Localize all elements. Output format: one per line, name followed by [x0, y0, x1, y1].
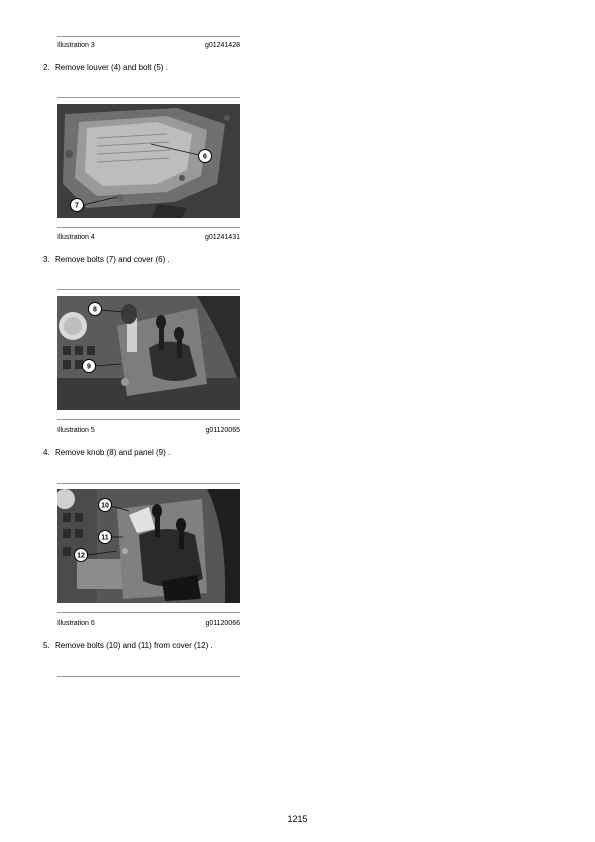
callout-10: 10 — [101, 502, 109, 510]
figure-rule-top-6 — [57, 483, 240, 484]
figure-caption-4 — [57, 234, 240, 241]
figure-caption-5 — [57, 427, 240, 434]
figure-label: Illustration 4 — [57, 234, 95, 241]
figure-rule-top-4 — [57, 97, 240, 98]
figure-caption-6 — [57, 620, 240, 627]
figure-rule-bottom-5 — [57, 419, 240, 420]
figure-code: g01120066 — [205, 620, 240, 627]
figure-rule-bottom-6 — [57, 612, 240, 613]
figure-label: Illustration 6 — [57, 620, 95, 627]
step-3 — [43, 255, 170, 264]
figure-code: g01241431 — [204, 234, 240, 241]
step-number: 2. — [43, 63, 50, 72]
figure-rule-top-5 — [57, 289, 240, 290]
figure-label: Illustration 3 — [57, 42, 95, 49]
callout-6: 6 — [203, 153, 207, 161]
step-text: Remove louver (4) and bolt (5) . — [55, 63, 168, 72]
figure-rule-top-7 — [57, 676, 240, 677]
figure-photo-4 — [57, 104, 240, 218]
step-4 — [43, 448, 170, 457]
figure-code: g01241428 — [204, 42, 240, 49]
step-5 — [43, 641, 213, 650]
figure-code: g01120065 — [205, 427, 240, 434]
callout-9: 9 — [87, 363, 91, 371]
callout-11: 11 — [101, 534, 109, 542]
figure-photo-5 — [57, 296, 240, 410]
figure-photo-6 — [57, 489, 240, 603]
step-number: 3. — [43, 255, 50, 264]
step-number: 5. — [43, 641, 50, 650]
page-number: 1215 — [287, 814, 308, 824]
figure-label: Illustration 5 — [57, 427, 95, 434]
step-text: Remove bolts (10) and (11) from cover (12) . — [55, 641, 213, 650]
callout-8: 8 — [93, 306, 97, 314]
step-text: Remove knob (8) and panel (9) . — [55, 448, 171, 457]
figure-caption-3 — [57, 42, 240, 49]
step-2 — [43, 63, 168, 72]
callout-12: 12 — [77, 552, 85, 560]
step-number: 4. — [43, 448, 50, 457]
figure-rule-bottom-4 — [57, 227, 240, 228]
callout-7: 7 — [75, 202, 79, 210]
figure-rule-top-3 — [57, 36, 240, 37]
step-text: Remove bolts (7) and cover (6) . — [55, 255, 170, 264]
